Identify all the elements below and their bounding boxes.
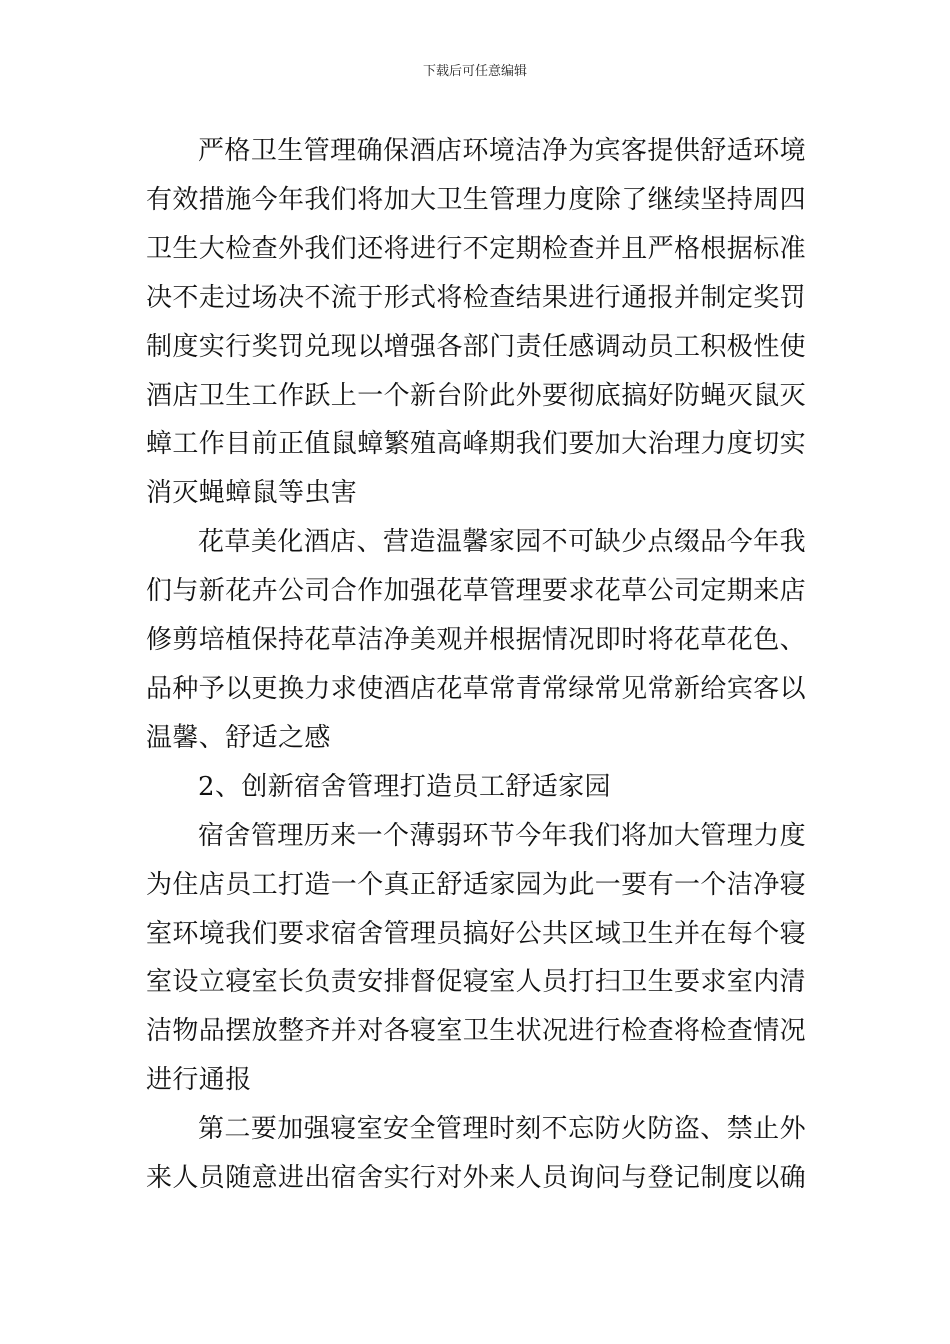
page-header: 下载后可任意编辑: [422, 64, 527, 79]
paragraph-dormitory-management: 宿舍管理历来一个薄弱环节今年我们将加大管理力度为住店员工打造一个真正舒适家园为此一要有一个洁净寝室环境我们要求宿舍管理员搞好公共区域卫生并在每个寝室设立寝室长负责安排督促寝室人员打扫卫生要求室内清洁物品摆放整齐并对各寝室卫生状况进行检查将检查情况进行通报: [146, 820, 807, 1096]
document-body: [146, 127, 806, 1203]
section-heading-dormitory: 2、创新宿舍管理打造员工舒适家园: [198, 771, 611, 802]
paragraph-flower-decoration: 花草美化酒店、营造温馨家园不可缺少点缀品今年我们与新花卉公司合作加强花草管理要求花草公司定期来店修剪培植保持花草洁净美观并根据情况即时将花草花色、品种予以更换力求使酒店花草常青常绿常见常新给宾客以温馨、舒适之感: [146, 527, 807, 753]
paragraph-dormitory-safety: 第二要加强寝室安全管理时刻不忘防火防盗、禁止外来人员随意进出宿舍实行对外来人员询问与登记制度以确: [146, 1114, 807, 1194]
paragraph-hygiene-management: 严格卫生管理确保酒店环境洁净为宾客提供舒适环境有效措施今年我们将加大卫生管理力度除了继续坚持周四卫生大检查外我们还将进行不定期检查并且严格根据标准决不走过场决不流于形式将检查结果进行通报并制定奖罚制度实行奖罚兑现以增强各部门责任感调动员工积极性使酒店卫生工作跃上一个新台阶此外要彻底搞好防蝇灭鼠灭蟑工作目前正值鼠蟑繁殖高峰期我们要加大治理力度切实消灭蝇蟑鼠等虫害: [146, 136, 807, 509]
